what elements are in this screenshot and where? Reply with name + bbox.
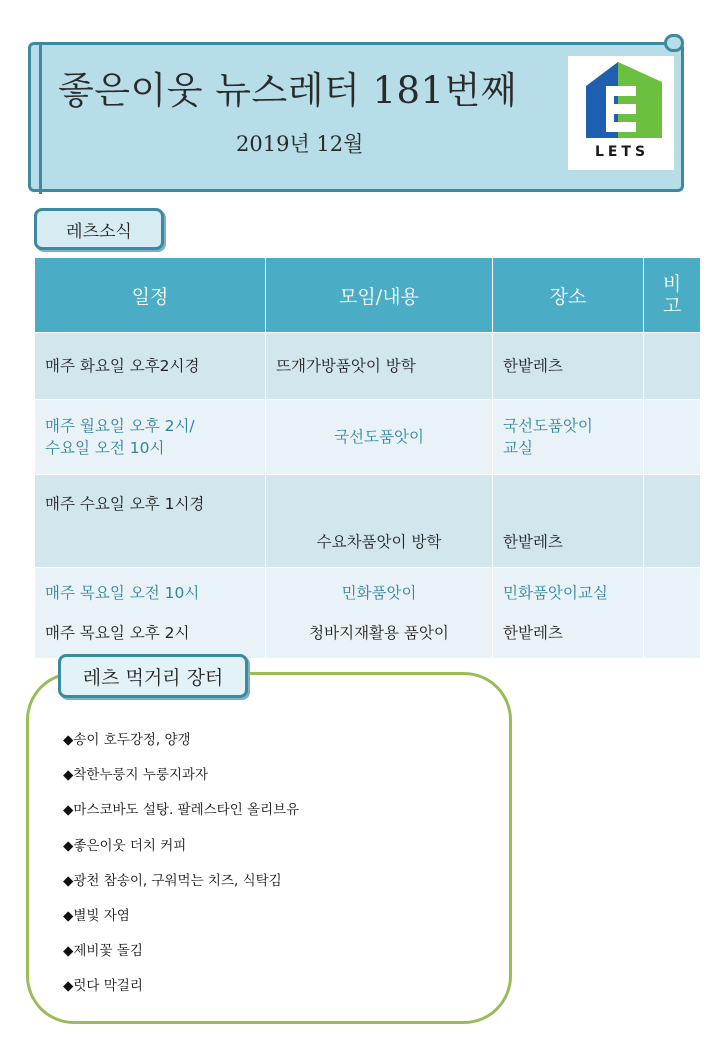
place-text: 한밭레츠 (503, 357, 563, 375)
list-item: ◆광천 참송이, 구워먹는 치즈, 식탁김 (63, 872, 282, 889)
list-item: ◆송이 호두강정, 양갱 (63, 732, 191, 748)
place-text: 한밭레츠 (503, 533, 563, 551)
schedule-table (34, 257, 701, 659)
schedule-cell (35, 333, 266, 400)
column-header-note-text: 비 고 (662, 273, 682, 317)
market-section-label: 레츠 먹거리 장터 (58, 654, 248, 698)
note-cell (644, 333, 701, 400)
schedule-text: 매주 목요일 오전 10시 (45, 584, 200, 602)
table-row (35, 400, 701, 475)
schedule-text: 매주 화요일 오후2시경 (45, 357, 200, 375)
column-header-note (644, 258, 701, 333)
schedule-cell (35, 475, 266, 568)
list-item: ◆제비꽃 돌김 (63, 943, 143, 960)
place-text: 교실 (503, 439, 533, 457)
place-text: 민화품앗이교실 (503, 584, 608, 602)
note-cell (644, 475, 701, 568)
note-cell (644, 568, 701, 659)
place-cell (493, 400, 644, 475)
schedule-text: 매주 목요일 오후 2시 (45, 624, 190, 642)
column-header-schedule: 일정 (35, 258, 266, 333)
banner-scroll-curl-top (664, 34, 684, 52)
table-row (35, 475, 701, 568)
content-cell (266, 400, 493, 475)
schedule-text: 수요일 오전 10시 (45, 439, 165, 457)
place-cell (493, 333, 644, 400)
column-header-content: 모임/내용 (266, 258, 493, 333)
schedule-text: 매주 월요일 오후 2시/ (45, 417, 195, 435)
content-cell (266, 333, 493, 400)
schedule-cell (35, 568, 266, 659)
market-item-list (63, 729, 299, 1011)
logo-text: LETS (594, 144, 650, 160)
market-box (26, 672, 512, 1024)
list-item: ◆별빛 자염 (63, 907, 130, 924)
content-cell (266, 475, 493, 568)
list-item: ◆좋은이웃 더치 커피 (63, 837, 187, 854)
lets-logo (568, 56, 674, 170)
content-text: 국선도품앗이 (334, 428, 424, 446)
content-text: 민화품앗이 (341, 584, 417, 602)
content-text: 청바지재활용 품앗이 (309, 624, 449, 642)
schedule-cell (35, 400, 266, 475)
place-cell (493, 568, 644, 659)
table-header-row (35, 258, 701, 333)
place-text: 한밭레츠 (503, 624, 563, 642)
schedule-text: 매주 수요일 오후 1시경 (45, 495, 205, 513)
table-row (35, 333, 701, 400)
content-text: 수요차품앗이 방학 (316, 533, 442, 551)
place-text: 국선도품앗이 (503, 417, 593, 435)
place-cell (493, 475, 644, 568)
newsletter-date: 2019년 12월 (236, 132, 364, 156)
newsletter-title: 좋은이웃 뉴스레터 181번째 (58, 69, 518, 112)
column-header-place: 장소 (493, 258, 644, 333)
banner-scroll-curl-left (28, 44, 42, 194)
note-cell (644, 400, 701, 475)
list-item: ◆럿다 막걸리 (63, 978, 143, 995)
content-text: 뜨개가방품앗이 방학 (276, 357, 416, 375)
content-cell (266, 568, 493, 659)
news-section-label: 레츠소식 (34, 208, 164, 250)
list-item: ◆착한누룽지 누룽지과자 (63, 767, 209, 784)
table-row (35, 568, 701, 659)
list-item: ◆마스코바도 설탕. 팔레스타인 올리브유 (63, 802, 300, 819)
